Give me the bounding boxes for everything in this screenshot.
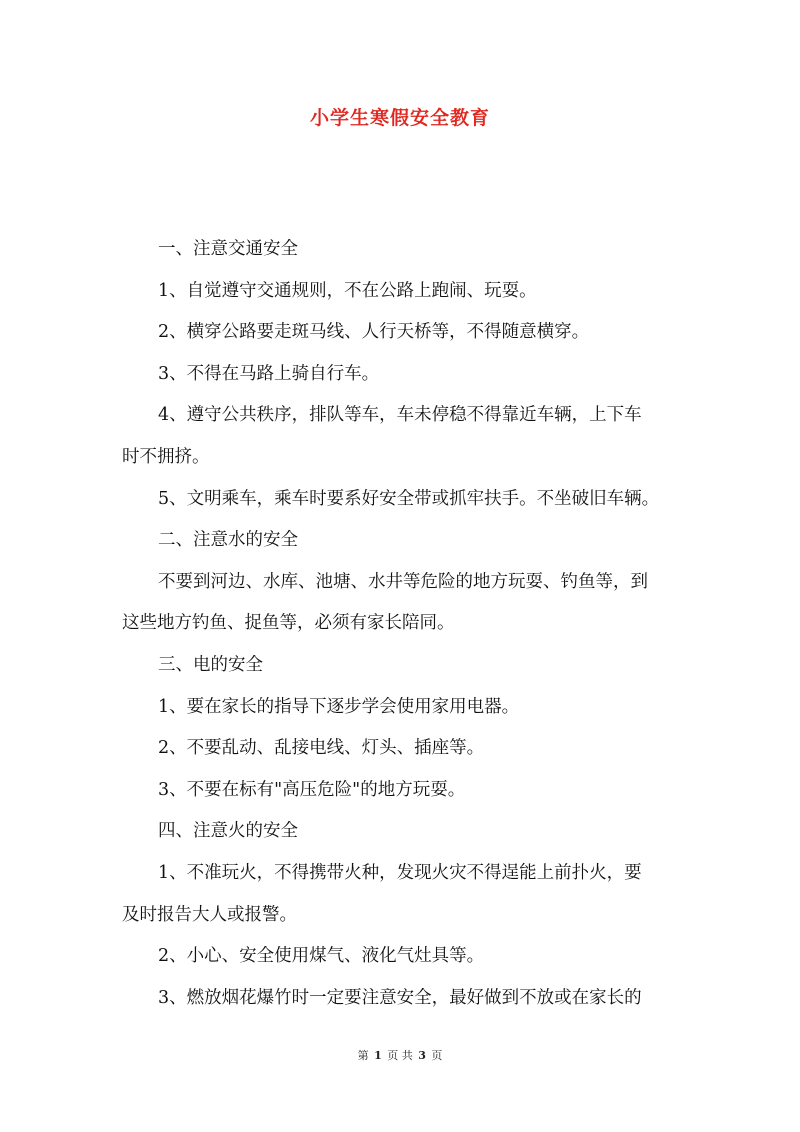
paragraph-line: 2、不要乱动、乱接电线、灯头、插座等。	[158, 738, 485, 759]
section-heading-water: 二、注意水的安全	[158, 530, 298, 551]
section-heading-electricity: 三、电的安全	[158, 654, 263, 675]
paragraph-line: 3、不得在马路上骑自行车。	[158, 363, 380, 384]
paragraph-line: 4、遵守公共秩序，排队等车，车未停稳不得靠近车辆，上下车	[158, 405, 642, 426]
paragraph-line: 1、不准玩火，不得携带火种，发现火灾不得逞能上前扑火，要	[158, 862, 642, 883]
page-footer	[0, 1047, 800, 1063]
document-title: 小学生寒假安全教育	[309, 107, 490, 129]
paragraph-line: 3、不要在标有"高压危险"的地方玩耍。	[158, 779, 466, 800]
footer-total-pages: 3	[418, 1049, 426, 1062]
paragraph-line: 5、文明乘车，乘车时要系好安全带或抓牢扶手。不坐破旧车辆。	[158, 488, 660, 509]
paragraph-line: 不要到河边、水库、池塘、水井等危险的地方玩耍、钓鱼等，到	[158, 571, 648, 592]
paragraph-continuation: 及时报告大人或报警。	[122, 904, 297, 925]
paragraph-line: 2、小心、安全使用煤气、液化气灶具等。	[158, 946, 485, 967]
paragraph-line: 1、自觉遵守交通规则，不在公路上跑闹、玩耍。	[158, 280, 537, 301]
section-heading-traffic: 一、注意交通安全	[158, 239, 298, 259]
paragraph-continuation: 时不拥挤。	[122, 446, 210, 467]
footer-middle: 页 共	[387, 1049, 413, 1062]
footer-prefix: 第	[357, 1049, 369, 1062]
paragraph-continuation: 这些地方钓鱼、捉鱼等，必须有家长陪同。	[122, 613, 455, 634]
section-heading-fire: 四、注意火的安全	[158, 821, 298, 842]
footer-suffix: 页	[431, 1049, 443, 1062]
paragraph-line: 1、要在家长的指导下逐步学会使用家用电器。	[158, 696, 520, 717]
paragraph-line: 2、横穿公路要走斑马线、人行天桥等，不得随意横穿。	[158, 322, 590, 343]
footer-current-page: 1	[374, 1049, 382, 1062]
paragraph-line: 3、燃放烟花爆竹时一定要注意安全，最好做到不放或在家长的	[158, 987, 642, 1008]
document-body	[122, 229, 682, 1019]
